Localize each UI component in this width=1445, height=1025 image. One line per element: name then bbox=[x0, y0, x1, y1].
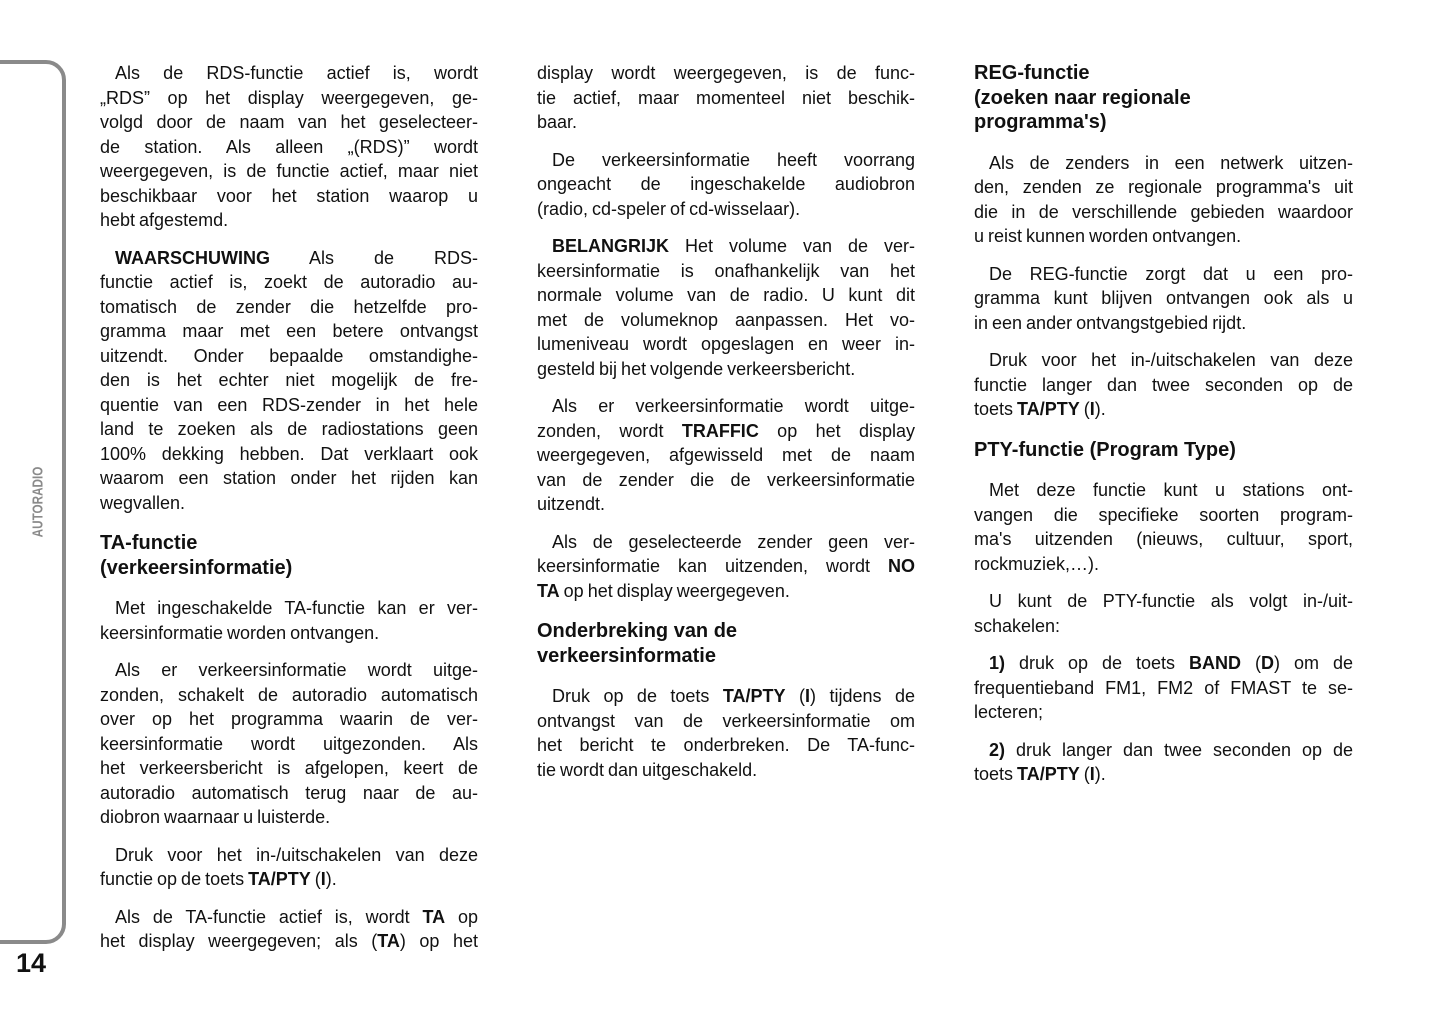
paragraph bbox=[974, 738, 1353, 787]
text-line bbox=[100, 905, 478, 930]
text-line bbox=[100, 658, 478, 683]
paragraph bbox=[100, 61, 478, 233]
text-run: zonden, schakelt de autoradio automatisch bbox=[100, 684, 478, 705]
text-run: „RDS” op het display weergegeven, ge- bbox=[100, 87, 478, 108]
text-run: rockmuziek,…). bbox=[974, 553, 1100, 574]
text-line bbox=[537, 357, 915, 382]
text-run: schakelen: bbox=[974, 615, 1061, 636]
text-run: keersinformatie kan uitzenden, wordt bbox=[537, 556, 888, 576]
text-line bbox=[100, 61, 478, 86]
section-heading bbox=[974, 438, 1353, 463]
text-line bbox=[537, 234, 915, 259]
text-line bbox=[100, 417, 478, 442]
bold-term: TA/PTY bbox=[722, 686, 786, 706]
text-run: tomatisch de zender die hetzelfde pro- bbox=[100, 296, 478, 317]
text-run: functie op de toets bbox=[100, 869, 249, 889]
text-line bbox=[537, 61, 915, 86]
text-run: druk op de toets bbox=[1005, 653, 1190, 673]
paragraph bbox=[537, 530, 915, 604]
text-line bbox=[974, 762, 1353, 787]
text-column-2 bbox=[537, 61, 915, 795]
text-run: uitzendt. bbox=[537, 494, 606, 514]
paragraph bbox=[537, 148, 915, 222]
text-line bbox=[100, 393, 478, 418]
text-run: Het volume van de ver- bbox=[669, 236, 915, 256]
text-line bbox=[974, 311, 1353, 336]
text-line bbox=[100, 295, 478, 320]
page-number: 14 bbox=[16, 948, 47, 978]
text-line bbox=[100, 683, 478, 708]
text-line bbox=[974, 651, 1353, 676]
bold-term: 1) bbox=[989, 653, 1006, 673]
text-run: tie actief, maar momenteel niet beschik- bbox=[537, 87, 915, 108]
text-run: de station. Als alleen „(RDS)” wordt bbox=[100, 136, 478, 157]
bold-term: BELANGRIJK bbox=[552, 236, 670, 256]
text-run: toets bbox=[974, 399, 1018, 419]
bold-term: D bbox=[1261, 653, 1274, 673]
text-line bbox=[537, 684, 915, 709]
text-line bbox=[537, 733, 915, 758]
bold-term: I bbox=[320, 869, 326, 889]
text-line bbox=[537, 308, 915, 333]
text-run: ma's uitzenden (nieuws, cultuur, sport, bbox=[974, 529, 1353, 549]
paragraph bbox=[100, 596, 478, 645]
text-run: Als de TA-functie actief is, wordt bbox=[115, 906, 423, 927]
text-run: van de zender die de verkeersinformatie bbox=[537, 469, 915, 490]
text-line bbox=[100, 344, 478, 369]
text-run: den is het echter niet mogelijk de fre- bbox=[100, 370, 478, 390]
text-run: REG-functie bbox=[974, 62, 1090, 84]
text-line bbox=[974, 478, 1353, 503]
text-line bbox=[100, 368, 478, 393]
text-run: het display weergegeven; als ( bbox=[100, 931, 378, 951]
paragraph bbox=[537, 684, 915, 782]
text-run: op het display weergegeven. bbox=[559, 580, 790, 601]
text-line bbox=[974, 738, 1353, 763]
text-run: Druk voor het in-/uitschakelen van deze bbox=[115, 844, 478, 865]
text-run: TA-functie bbox=[100, 532, 198, 554]
text-run: hebt afgestemd. bbox=[100, 210, 229, 230]
text-line bbox=[537, 259, 915, 284]
text-run: waarom een station onder het rijden kan bbox=[100, 468, 478, 488]
text-line bbox=[974, 397, 1353, 422]
text-line bbox=[974, 614, 1353, 639]
text-line bbox=[100, 466, 478, 491]
text-run: lumeniveau wordt opgeslagen en weer in- bbox=[537, 334, 915, 354]
text-line bbox=[974, 503, 1353, 528]
text-line bbox=[100, 184, 478, 209]
text-run: ongeacht de ingeschakelde audiobron bbox=[537, 174, 915, 194]
text-run: ontvangst van de verkeersinformatie om bbox=[537, 710, 915, 731]
text-line bbox=[100, 110, 478, 135]
text-run: autoradio automatisch terug naar de au- bbox=[100, 782, 478, 803]
bold-term: BAND bbox=[1189, 653, 1242, 673]
text-column-1 bbox=[100, 61, 478, 967]
paragraph bbox=[537, 61, 915, 135]
text-run: diobron waarnaar u luisterde. bbox=[100, 807, 331, 827]
text-run: weergegeven, is de functie actief, maar niet bbox=[100, 161, 478, 181]
text-run: Als er verkeersinformatie wordt uitge- bbox=[552, 396, 915, 416]
text-line bbox=[537, 394, 915, 419]
section-label-text: AUTORADIO bbox=[29, 466, 47, 538]
text-run: quentie van een RDS-zender in het hele bbox=[100, 394, 478, 415]
text-run: Als de RDS- bbox=[270, 247, 478, 268]
text-line bbox=[974, 348, 1353, 373]
bold-term: TA/PTY bbox=[1017, 764, 1080, 784]
text-line bbox=[974, 200, 1353, 225]
bold-term: TRAFFIC bbox=[681, 420, 759, 441]
text-run: land te zoeken als de radiostations geen bbox=[100, 419, 478, 439]
text-run: functie actief is, zoekt de autoradio au- bbox=[100, 272, 478, 292]
text-run: (verkeersinformatie) bbox=[100, 556, 293, 579]
text-line bbox=[100, 135, 478, 160]
text-run: ) tijdens de bbox=[810, 686, 915, 706]
bold-term: TA bbox=[537, 580, 560, 601]
text-line bbox=[974, 552, 1353, 577]
text-run: vangen die specifieke soorten program- bbox=[974, 504, 1353, 525]
text-run: Als er verkeersinformatie wordt uitge- bbox=[115, 660, 478, 680]
text-run: met de volumeknop aanpassen. Het vo- bbox=[537, 309, 915, 330]
text-line bbox=[100, 621, 478, 646]
text-run: op het display bbox=[758, 420, 916, 441]
text-run: Onderbreking van de bbox=[537, 620, 738, 642]
text-run: ( bbox=[1079, 399, 1090, 419]
text-line bbox=[100, 556, 478, 581]
text-line bbox=[537, 468, 915, 493]
section-heading bbox=[974, 61, 1353, 135]
text-run: in een ander ontvangstgebied rijdt. bbox=[974, 312, 1247, 333]
text-run: ). bbox=[1094, 399, 1106, 419]
text-line bbox=[974, 700, 1353, 725]
text-run: Met ingeschakelde TA-functie kan er ver- bbox=[115, 598, 478, 618]
text-run: Als de RDS-functie actief is, wordt bbox=[115, 63, 478, 83]
text-run: verkeersinformatie bbox=[537, 644, 716, 667]
bold-term: TA/PTY bbox=[1017, 399, 1080, 419]
text-run: ) op het bbox=[399, 931, 478, 951]
bold-term: I bbox=[805, 686, 811, 706]
text-line bbox=[100, 707, 478, 732]
text-run: display wordt weergegeven, is de func- bbox=[537, 63, 915, 83]
text-run: het bericht te onderbreken. De TA-func- bbox=[537, 735, 915, 755]
text-run: keersinformatie worden ontvangen. bbox=[100, 622, 380, 643]
text-run: ) om de bbox=[1274, 653, 1353, 673]
text-run: zonden, wordt bbox=[537, 420, 682, 441]
paragraph bbox=[974, 348, 1353, 422]
text-line bbox=[537, 172, 915, 197]
text-line bbox=[100, 246, 478, 271]
text-run: Met deze functie kunt u stations ont- bbox=[989, 480, 1353, 500]
text-run: keersinformatie wordt uitgezonden. Als bbox=[100, 733, 478, 754]
text-run: wegvallen. bbox=[100, 492, 186, 513]
text-line bbox=[537, 110, 915, 135]
text-line bbox=[974, 151, 1353, 176]
text-line bbox=[100, 732, 478, 757]
text-line bbox=[100, 442, 478, 467]
text-run: (zoeken naar regionale bbox=[974, 86, 1191, 109]
paragraph bbox=[537, 394, 915, 517]
text-run: baar. bbox=[537, 112, 578, 132]
bold-term: TA bbox=[422, 906, 446, 927]
text-line bbox=[100, 805, 478, 830]
text-run: Als de geselecteerde zender geen ver- bbox=[552, 531, 915, 552]
text-run: PTY-functie (Program Type) bbox=[974, 438, 1236, 461]
text-run: druk langer dan twee seconden op de bbox=[1005, 739, 1353, 760]
text-run: volgd door de naam van het geselecteer- bbox=[100, 112, 478, 132]
text-line bbox=[537, 86, 915, 111]
text-run: U kunt de PTY-functie als volgt in-/uit- bbox=[989, 591, 1353, 611]
text-run: De REG-functie zorgt dat u een pro- bbox=[989, 263, 1353, 284]
paragraph bbox=[537, 234, 915, 381]
paragraph bbox=[974, 262, 1353, 336]
paragraph bbox=[974, 589, 1353, 638]
paragraph bbox=[100, 905, 478, 954]
bold-term: TA bbox=[377, 931, 400, 951]
bold-term: WAARSCHUWING bbox=[115, 247, 270, 268]
text-line bbox=[100, 491, 478, 516]
text-run: De verkeersinformatie heeft voorrang bbox=[552, 149, 915, 170]
text-run: die in de verschillende gebieden waardoor bbox=[974, 201, 1353, 222]
text-line bbox=[100, 756, 478, 781]
text-line bbox=[100, 843, 478, 868]
text-line bbox=[974, 676, 1353, 701]
text-line bbox=[537, 283, 915, 308]
bold-term: 2) bbox=[989, 739, 1006, 760]
paragraph bbox=[974, 478, 1353, 576]
text-run: toets bbox=[974, 764, 1018, 784]
section-heading bbox=[537, 619, 915, 668]
text-line bbox=[100, 531, 478, 556]
text-line bbox=[100, 159, 478, 184]
text-run: 100% dekking hebben. Dat verklaart ook bbox=[100, 443, 478, 464]
text-line bbox=[537, 332, 915, 357]
text-run: tie wordt dan uitgeschakeld. bbox=[537, 759, 758, 780]
text-run: ( bbox=[1241, 653, 1261, 673]
text-run: ). bbox=[325, 869, 337, 889]
text-run: ( bbox=[310, 869, 321, 889]
text-line bbox=[974, 110, 1353, 135]
paragraph bbox=[974, 151, 1353, 249]
text-run: Druk voor het in-/uitschakelen van deze bbox=[989, 350, 1353, 370]
text-line bbox=[100, 867, 478, 892]
bold-term: TA/PTY bbox=[248, 869, 311, 889]
text-line bbox=[537, 492, 915, 517]
text-line bbox=[974, 61, 1353, 86]
text-line bbox=[974, 286, 1353, 311]
text-run: weergegeven, afgewisseld met de naam bbox=[537, 445, 915, 465]
text-run: uitzendt. Onder bepaalde omstandighe- bbox=[100, 345, 478, 366]
text-line bbox=[100, 319, 478, 344]
text-line bbox=[537, 619, 915, 644]
text-run: gramma kunt blijven ontvangen ook als u bbox=[974, 288, 1353, 308]
text-line bbox=[974, 86, 1353, 111]
text-run: frequentieband FM1, FM2 of FMAST te se- bbox=[974, 677, 1353, 698]
bold-term: NO bbox=[888, 556, 915, 576]
text-column-3 bbox=[974, 61, 1353, 800]
text-line bbox=[537, 419, 915, 444]
paragraph bbox=[100, 843, 478, 892]
text-line bbox=[100, 208, 478, 233]
text-line bbox=[974, 589, 1353, 614]
text-line bbox=[100, 929, 478, 954]
text-run: den, zenden ze regionale programma's uit bbox=[974, 177, 1353, 197]
text-line bbox=[974, 262, 1353, 287]
text-run: programma's) bbox=[974, 111, 1107, 133]
text-line bbox=[537, 148, 915, 173]
text-line bbox=[537, 644, 915, 669]
section-heading bbox=[100, 531, 478, 580]
paragraph bbox=[100, 246, 478, 516]
text-line bbox=[100, 781, 478, 806]
text-run: gesteld bij het volgende verkeersbericht. bbox=[537, 358, 856, 379]
text-line bbox=[974, 224, 1353, 249]
text-line bbox=[100, 270, 478, 295]
text-run: over op het programma waarin de ver- bbox=[100, 709, 478, 729]
text-line bbox=[537, 554, 915, 579]
text-line bbox=[537, 443, 915, 468]
bold-term: I bbox=[1089, 399, 1095, 419]
text-run: beschikbaar voor het station waarop u bbox=[100, 185, 478, 206]
text-run: functie langer dan twee seconden op de bbox=[974, 374, 1353, 395]
text-run: ). bbox=[1094, 764, 1106, 784]
text-line bbox=[974, 175, 1353, 200]
bold-term: I bbox=[1089, 764, 1095, 784]
text-run: (radio, cd-speler of cd-wisselaar). bbox=[537, 198, 801, 219]
text-run: gramma maar met een betere ontvangst bbox=[100, 321, 478, 341]
text-line bbox=[974, 527, 1353, 552]
text-line bbox=[100, 596, 478, 621]
text-line bbox=[974, 373, 1353, 398]
paragraph bbox=[974, 651, 1353, 725]
text-line bbox=[537, 530, 915, 555]
text-line bbox=[537, 579, 915, 604]
text-run: normale volume van de radio. U kunt dit bbox=[537, 285, 915, 305]
text-run: u reist kunnen worden ontvangen. bbox=[974, 226, 1242, 246]
text-run: keersinformatie is onafhankelijk van het bbox=[537, 260, 915, 281]
text-run: op bbox=[445, 906, 479, 927]
text-line bbox=[537, 709, 915, 734]
text-line bbox=[537, 758, 915, 783]
text-run: Als de zenders in een netwerk uitzen- bbox=[989, 152, 1353, 173]
text-run: het verkeersbericht is afgelopen, keert de bbox=[100, 758, 478, 778]
text-line bbox=[100, 86, 478, 111]
section-label bbox=[30, 457, 47, 548]
text-run: ( bbox=[785, 686, 806, 706]
text-run: lecteren; bbox=[974, 702, 1044, 722]
paragraph bbox=[100, 658, 478, 830]
text-run: ( bbox=[1079, 764, 1090, 784]
text-line bbox=[537, 197, 915, 222]
text-run: Druk op de toets bbox=[552, 686, 723, 706]
text-line bbox=[974, 438, 1353, 463]
